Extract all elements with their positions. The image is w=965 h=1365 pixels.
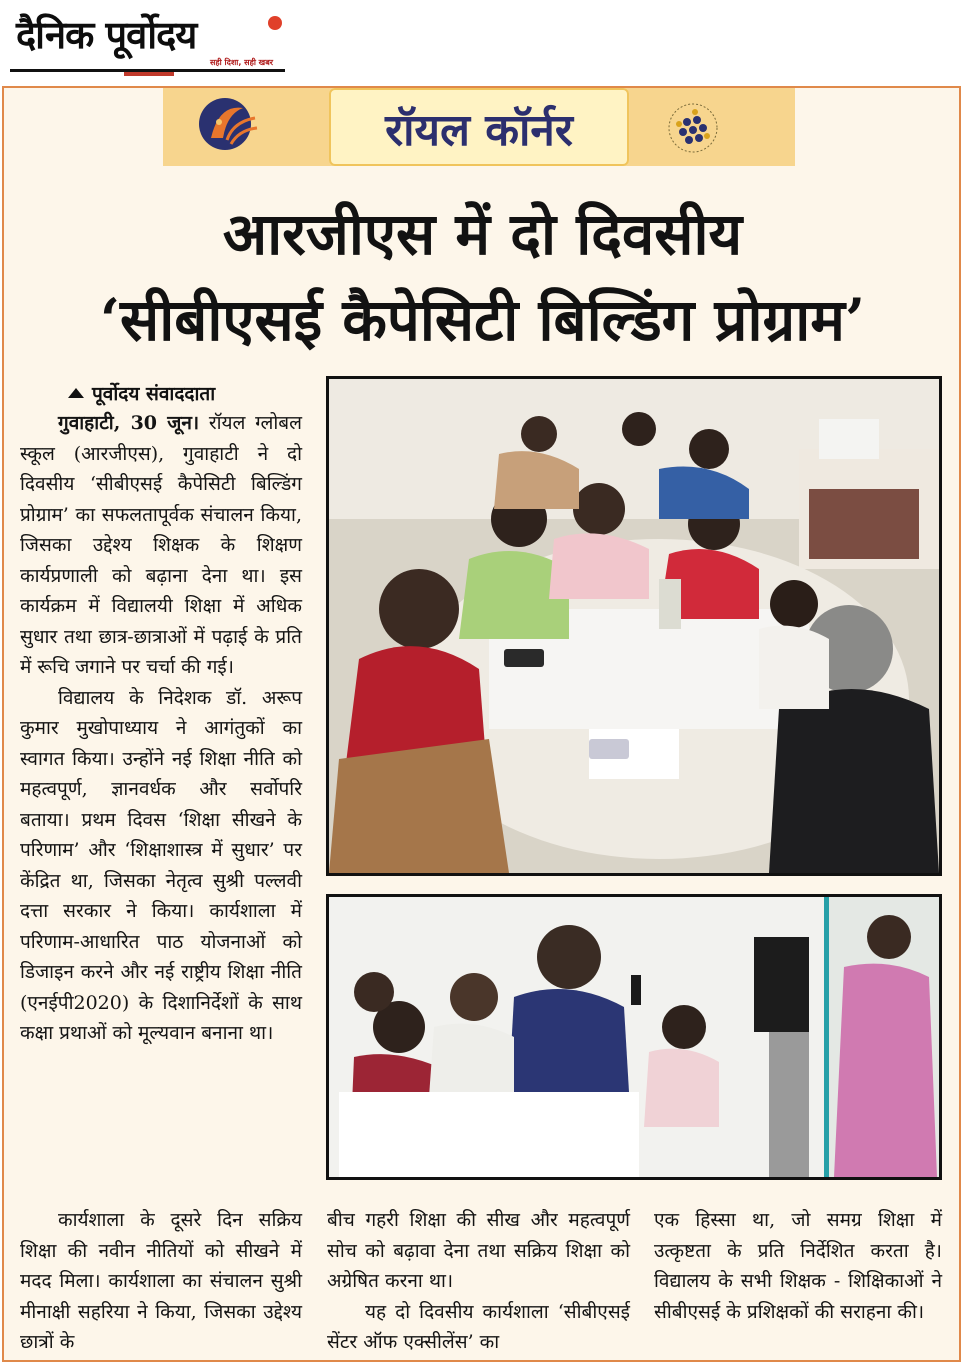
masthead-red-dot-icon xyxy=(268,16,282,30)
masthead xyxy=(10,6,285,72)
byline-triangle-icon xyxy=(68,388,84,398)
paragraph-3-continued: बीच गहरी शिक्षा की सीख और महत्वपूर्ण सोच को बढ़ावा देना तथा सक्रिय शिक्षा को अग्रेषित करना था। xyxy=(327,1209,630,1292)
byline-text: पूर्वोदय संवाददाता xyxy=(92,383,216,405)
newspaper-tagline: सही दिशा, सही खबर xyxy=(210,58,274,67)
paragraph-1-text: रॉयल ग्लोबल स्कूल (आरजीएस), गुवाहाटी ने दो दिवसीय ‘सीबीएसई कैपेसिटी बिल्डिंग प्रोग्राम’ का सफलतापूर्वक संचालन किया, जिसका उद्देश्य शिक्षक के शिक्षण कार्यप्रणाली को बढ़ाना देना था। इस कार्यक्रम में विद्यालयी शिक्षा में अधिक सुधार तथा छात्र-छात्राओं में पढ़ाई के प्रति में रूचि जगाने पर चर्चा की गई। xyxy=(20,412,302,678)
article-column-1-bottom xyxy=(20,1205,302,1355)
headline-line-2: ‘सीबीएसई कैपेसिटी बिल्डिंग प्रोग्राम’ xyxy=(99,286,866,354)
paragraph-4-continued: एक हिस्सा था, जो समग्र शिक्षा में उत्कृष्टता के प्रति निर्देशित करता है। विद्यालय के सभी शिक्षक - शिक्षिकाओं ने सीबीएसई के प्रशिक्षकों की सराहना की। xyxy=(654,1209,942,1323)
dateline: गुवाहाटी, 30 जून। xyxy=(58,412,200,434)
presenter-image xyxy=(329,897,939,1177)
workshop-photo-presenter xyxy=(326,894,942,1180)
banner-name-box xyxy=(329,88,629,166)
royal-global-school-logo-icon xyxy=(197,94,259,156)
newspaper-title: दैनिक पूर्वोदय xyxy=(16,12,197,57)
workshop-photo-table xyxy=(326,376,942,876)
paragraph-1 xyxy=(20,408,302,683)
article-column-1 xyxy=(20,408,302,1208)
workshop-table-image xyxy=(329,379,939,873)
headline-line-1: आरजीएस में दो दिवसीय xyxy=(222,200,743,268)
banner-title: रॉयल कॉर्नर xyxy=(385,105,573,156)
byline xyxy=(68,380,215,406)
article-column-2 xyxy=(327,1205,630,1355)
article-column-3 xyxy=(654,1205,942,1355)
royal-corner-banner xyxy=(163,88,795,166)
centre-of-excellence-logo-icon xyxy=(663,94,743,160)
masthead-red-bar xyxy=(124,72,174,76)
paragraph-3: कार्यशाला के दूसरे दिन सक्रिय शिक्षा की नवीन नीतियों को सीखने में मदद मिला। कार्यशाला का संचालन सुश्री मीनाक्षी सहरिया ने किया, जिसका उद्देश्य छात्रों के xyxy=(20,1209,302,1353)
paragraph-4: यह दो दिवसीय कार्यशाला ‘सीबीएसई सेंटर ऑफ एक्सीलेंस’ का xyxy=(327,1300,630,1353)
paragraph-2: विद्यालय के निदेशक डॉ. अरूप कुमार मुखोपाध्याय ने आगंतुकों का स्वागत किया। उन्होंने नई शिक्षा नीति को महत्वपूर्ण, ज्ञानवर्धक और सर्वोपरि बताया। प्रथम दिवस ‘शिक्षा सीखने के परिणाम’ और ‘शिक्षाशास्त्र में सुधार’ पर केंद्रित था, जिसका नेतृत्व सुश्री पल्लवी दत्ता सरकार ने किया। कार्यशाला में परिणाम-आधारित पाठ योजनाओं को डिजाइन करने और नई राष्ट्रीय शिक्षा नीति (एनईपी2020) के दिशानिर्देशों के साथ कक्षा प्रथाओं को मूल्यवान बनाना था। xyxy=(20,686,302,1044)
